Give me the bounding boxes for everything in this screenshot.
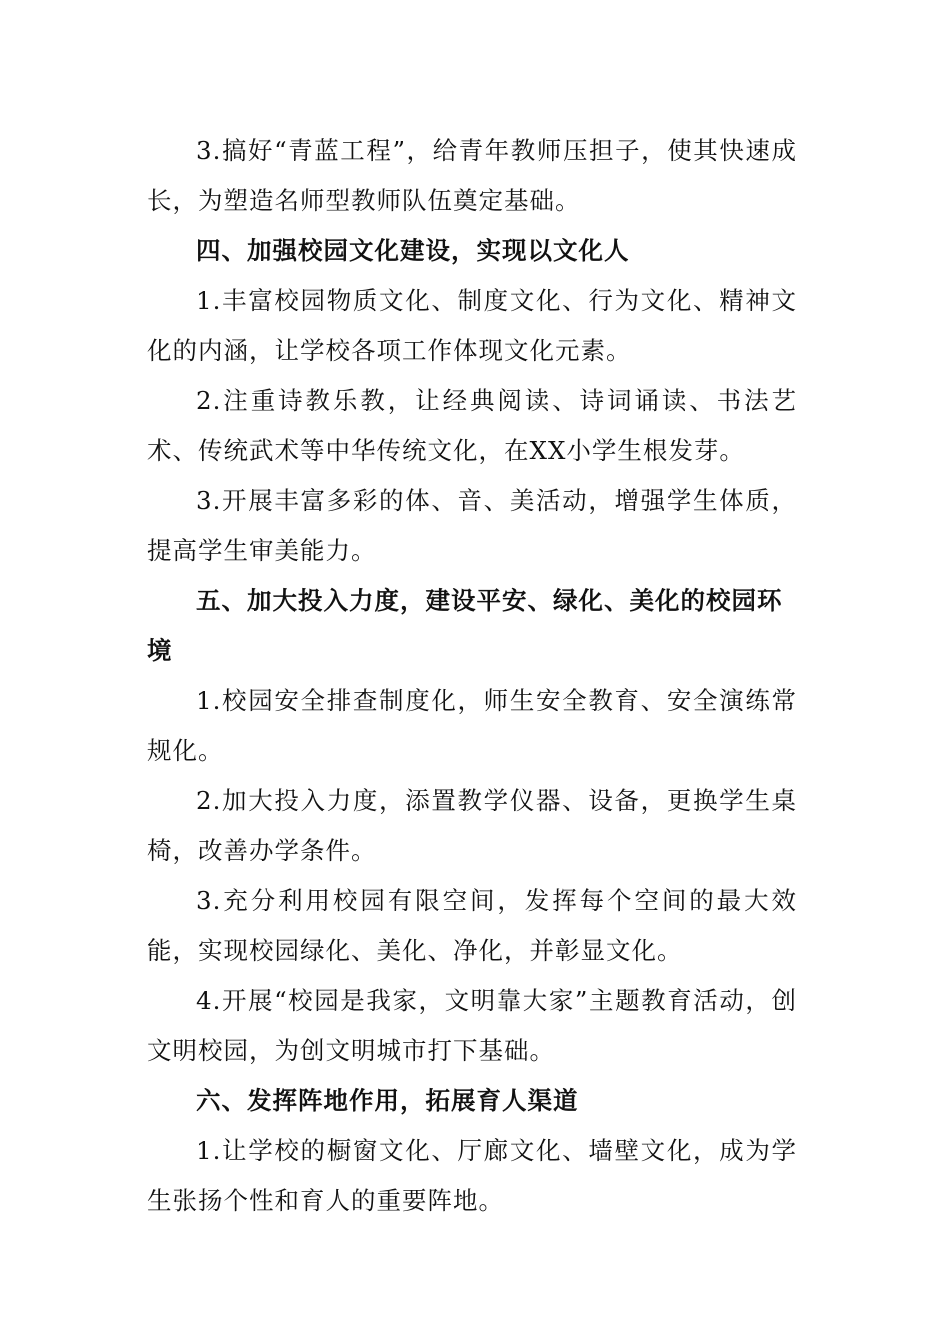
paragraph-environment-3: 3.充分利用校园有限空间，发挥每个空间的最大效能，实现校园绿化、美化、净化，并彰显文化。: [147, 886, 797, 965]
paragraph-education-channel-1: 1.让学校的橱窗文化、厅廊文化、墙壁文化，成为学生张扬个性和育人的重要阵地。: [147, 1136, 797, 1215]
section-heading-5: 五、加大投入力度，建设平安、绿化、美化的校园环境: [147, 586, 783, 665]
paragraph-environment-4: 4.开展“校园是我家，文明靠大家”主题教育活动，创文明校园，为创文明城市打下基础。: [147, 986, 797, 1065]
paragraph-campus-culture-1: 1.丰富校园物质文化、制度文化、行为文化、精神文化的内涵，让学校各项工作体现文化元素。: [147, 286, 797, 365]
paragraph-qinglan-project: 3.搞好“青蓝工程”，给青年教师压担子，使其快速成长，为塑造名师型教师队伍奠定基础。: [147, 136, 797, 215]
section-heading-4: 四、加强校园文化建设，实现以文化人: [196, 236, 630, 265]
paragraph-environment-1: 1.校园安全排查制度化，师生安全教育、安全演练常规化。: [147, 686, 797, 765]
section-heading-6: 六、发挥阵地作用，拓展育人渠道: [196, 1086, 579, 1115]
document-body: [147, 126, 797, 1226]
paragraph-environment-2: 2.加大投入力度，添置教学仪器、设备，更换学生桌椅，改善办学条件。: [147, 786, 797, 865]
paragraph-campus-culture-2: 2.注重诗教乐教，让经典阅读、诗词诵读、书法艺术、传统武术等中华传统文化，在XX小学生根发芽。: [147, 386, 797, 465]
paragraph-campus-culture-3: 3.开展丰富多彩的体、音、美活动，增强学生体质，提高学生审美能力。: [147, 486, 797, 565]
